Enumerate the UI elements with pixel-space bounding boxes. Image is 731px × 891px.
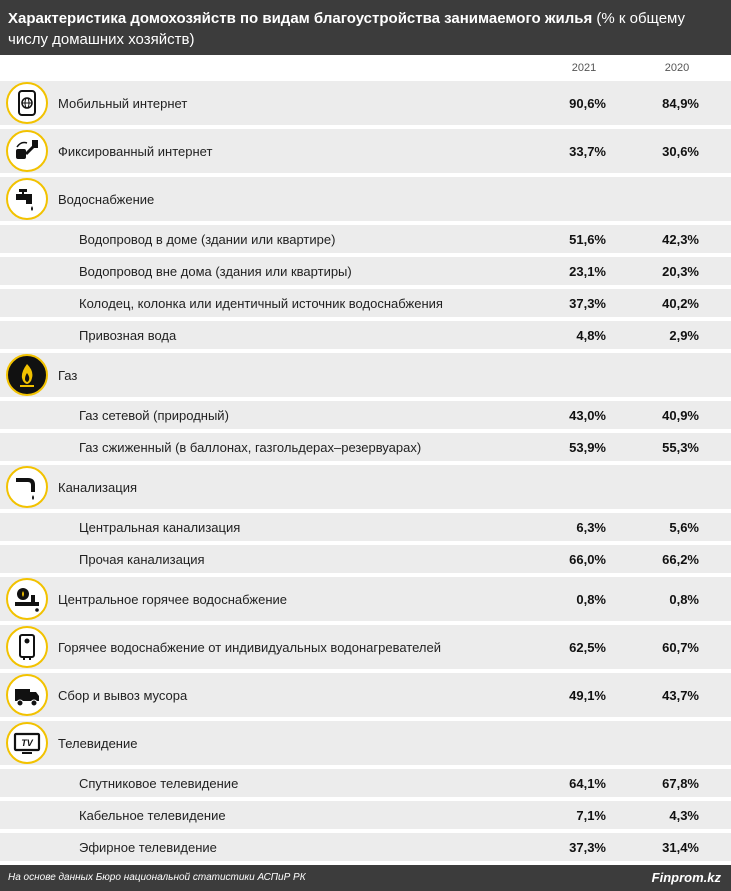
table-row [0, 721, 731, 765]
row-label: Эфирное телевидение [79, 840, 217, 855]
row-label: Сбор и вывоз мусора [58, 688, 188, 703]
row-label: Газ сжиженный (в баллонах, газгольдерах–резервуарах) [79, 440, 422, 455]
table-row [0, 465, 731, 509]
value-2021: 90,6% [569, 96, 606, 111]
value-2020: 60,7% [662, 640, 699, 655]
value-2021: 33,7% [569, 144, 606, 159]
row-label: Центральное горячее водоснабжение [58, 592, 288, 607]
value-2021: 64,1% [569, 776, 606, 791]
row-label: Водопровод в доме (здании или квартире) [79, 232, 336, 247]
row-label: Горячее водоснабжение от индивидуальных водонагревателей [58, 640, 441, 655]
value-2021: 53,9% [569, 440, 606, 455]
value-2021: 6,3% [576, 520, 606, 535]
value-2021: 37,3% [569, 296, 606, 311]
table-row [0, 177, 731, 221]
value-2020: 4,3% [669, 808, 699, 823]
value-2020: 84,9% [662, 96, 699, 111]
svg-text:TV: TV [21, 738, 33, 748]
value-2020: 43,7% [662, 688, 699, 703]
table-row [0, 769, 731, 797]
table-row [0, 545, 731, 573]
table-row [0, 353, 731, 397]
garbage-truck-icon [6, 674, 48, 716]
value-2020: 20,3% [662, 264, 699, 279]
row-label: Мобильный интернет [58, 96, 188, 111]
row-label: Центральная канализация [79, 520, 241, 535]
value-2020: 40,2% [662, 296, 699, 311]
value-2020: 66,2% [662, 552, 699, 567]
hot-water-pipe-icon [6, 578, 48, 620]
table-row [0, 321, 731, 349]
row-label: Водопровод вне дома (здания или квартиры) [79, 264, 352, 279]
row-label: Привозная вода [79, 328, 177, 343]
row-label: Телевидение [58, 736, 138, 751]
water-heater-icon [6, 626, 48, 668]
table-row [0, 289, 731, 317]
table-row [0, 401, 731, 429]
table-row [0, 513, 731, 541]
sewer-pipe-icon [6, 466, 48, 508]
value-2020: 30,6% [662, 144, 699, 159]
column-header-2021: 2021 [571, 62, 597, 74]
value-2020: 42,3% [662, 232, 699, 247]
row-label: Водоснабжение [58, 192, 155, 207]
row-label: Газ [58, 368, 78, 383]
value-2020: 55,3% [662, 440, 699, 455]
value-2020: 2,9% [669, 328, 699, 343]
value-2021: 0,8% [576, 592, 606, 607]
row-label: Спутниковое телевидение [79, 776, 239, 791]
value-2020: 40,9% [662, 408, 699, 423]
header-bar [0, 0, 731, 55]
gas-flame-icon [6, 354, 48, 396]
value-2021: 37,3% [569, 840, 606, 855]
value-2020: 0,8% [669, 592, 699, 607]
tv-icon [6, 722, 48, 764]
row-label: Прочая канализация [79, 552, 205, 567]
value-2021: 49,1% [569, 688, 606, 703]
value-2021: 7,1% [576, 808, 606, 823]
row-label: Газ сетевой (природный) [79, 408, 229, 423]
title-rest: (% к общему числу домашних хозяйств) [8, 10, 686, 48]
page-title [8, 8, 723, 50]
row-label: Фиксированный интернет [58, 144, 213, 159]
value-2021: 4,8% [576, 328, 606, 343]
table-row [0, 81, 731, 125]
fixed-internet-icon [6, 130, 48, 172]
table-row [0, 833, 731, 861]
row-label: Кабельное телевидение [79, 808, 226, 823]
value-2021: 51,6% [569, 232, 606, 247]
source-note: На основе данных Бюро национальной статистики АСПиР РК [8, 872, 306, 883]
mobile-internet-icon [6, 82, 48, 124]
value-2020: 31,4% [662, 840, 699, 855]
table-row [0, 577, 731, 621]
table-row [0, 433, 731, 461]
footer-bar [0, 865, 731, 891]
table-row [0, 225, 731, 253]
value-2021: 66,0% [569, 552, 606, 567]
water-tap-icon [6, 178, 48, 220]
value-2021: 62,5% [569, 640, 606, 655]
brand-link[interactable]: Finprom.kz [651, 870, 721, 885]
table-row [0, 257, 731, 285]
row-label: Колодец, колонка или идентичный источник водоснабжения [79, 296, 443, 311]
value-2020: 67,8% [662, 776, 699, 791]
column-header-2020: 2020 [664, 62, 690, 74]
table-row [0, 625, 731, 669]
value-2020: 5,6% [669, 520, 699, 535]
value-2021: 43,0% [569, 408, 606, 423]
table-row [0, 673, 731, 717]
row-label: Канализация [58, 480, 137, 495]
table-row [0, 129, 731, 173]
title-bold: Характеристика домохозяйств по видам благоустройства занимаемого жилья [8, 10, 593, 27]
value-2021: 23,1% [569, 264, 606, 279]
table-row [0, 801, 731, 829]
